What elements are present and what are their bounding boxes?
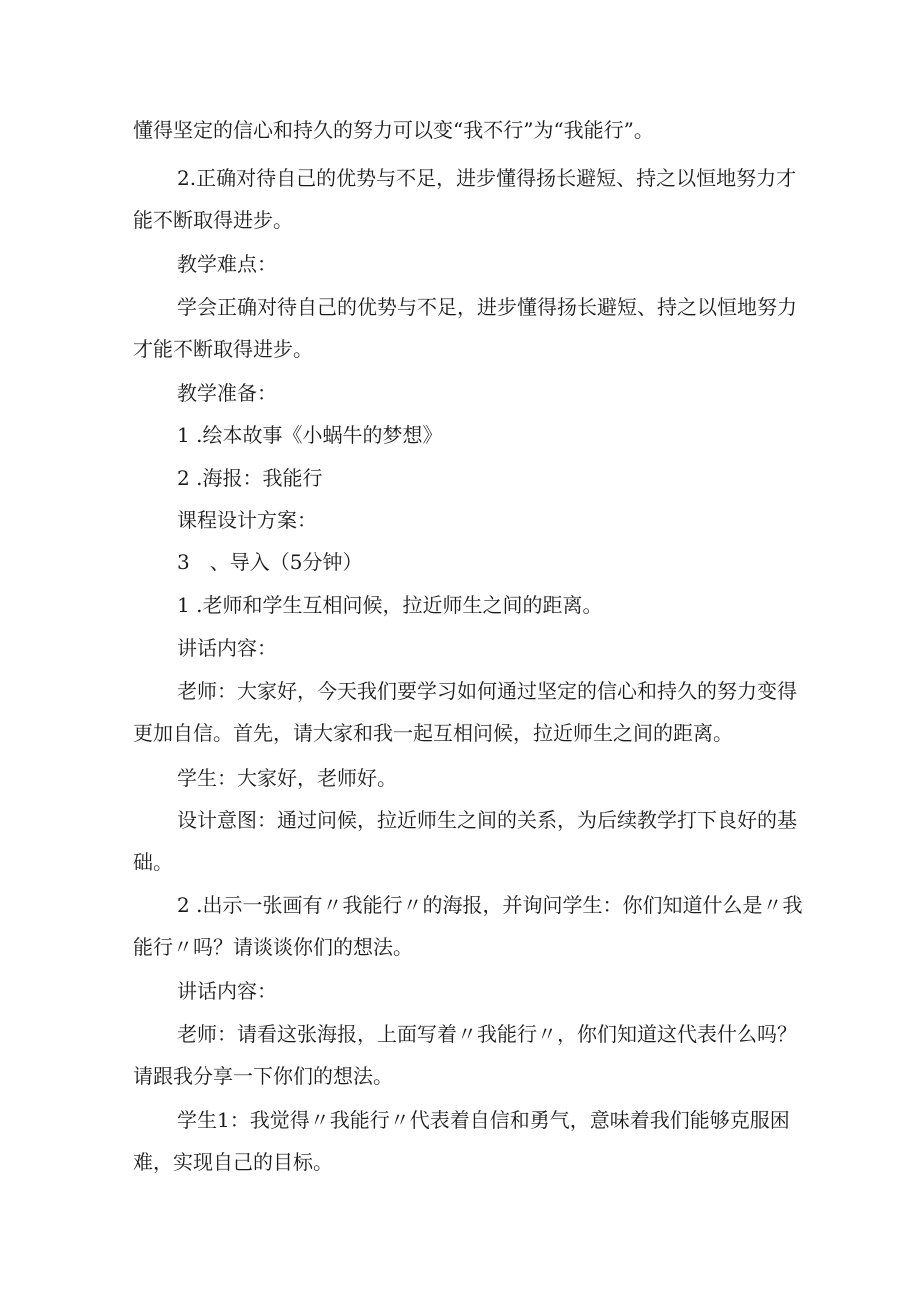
- intro-step-1: 1 .老师和学生互相问候，拉近师生之间的距离。: [177, 593, 603, 617]
- course-design-heading: 课程设计方案：: [177, 508, 317, 532]
- teaching-difficulty-heading: 教学难点：: [177, 252, 277, 276]
- introduction-section-heading: 3 、导入（5分钟）: [177, 550, 363, 574]
- objective-2-paragraph: 2.正确对待自己的优势与不足，进步懂得扬长避短、持之以恒地努力才能不断取得进步。: [133, 166, 797, 232]
- student-1-response: 学生1：我觉得〃我能行〃代表着自信和勇气，意味着我们能够克服困难，实现自己的目标。: [133, 1108, 790, 1174]
- paragraph-continuation: 懂得坚定的信心和持久的努力可以变“我不行”为“我能行”。: [133, 118, 654, 142]
- speech-content-label-1: 讲话内容：: [177, 636, 277, 660]
- design-intent-paragraph: 设计意图：通过问候，拉近师生之间的关系，为后续教学打下良好的基础。: [133, 808, 797, 874]
- intro-step-2: 2 .出示一张画有〃我能行〃的海报，并询问学生：你们知道什么是〃我能行〃吗？请谈谈你们的想法。: [133, 893, 803, 959]
- preparation-item-2: 2 .海报：我能行: [177, 466, 323, 490]
- teaching-difficulty-paragraph: 学会正确对待自己的优势与不足，进步懂得扬长避短、持之以恒地努力才能不断取得进步。: [133, 295, 797, 361]
- student-response-1: 学生：大家好，老师好。: [177, 766, 397, 790]
- teacher-speech-1: 老师：大家好，今天我们要学习如何通过坚定的信心和持久的努力变得更加自信。首先，请大家和我一起互相问候，拉近师生之间的距离。: [133, 679, 797, 745]
- teaching-preparation-heading: 教学准备：: [177, 381, 277, 405]
- teacher-speech-2: 老师：请看这张海报，上面写着〃我能行〃，你们知道这代表什么吗？请跟我分享一下你们的想法。: [133, 1022, 797, 1088]
- preparation-item-1: 1 .绘本故事《小蜗牛的梦想》: [177, 423, 443, 447]
- speech-content-label-2: 讲话内容：: [177, 979, 277, 1003]
